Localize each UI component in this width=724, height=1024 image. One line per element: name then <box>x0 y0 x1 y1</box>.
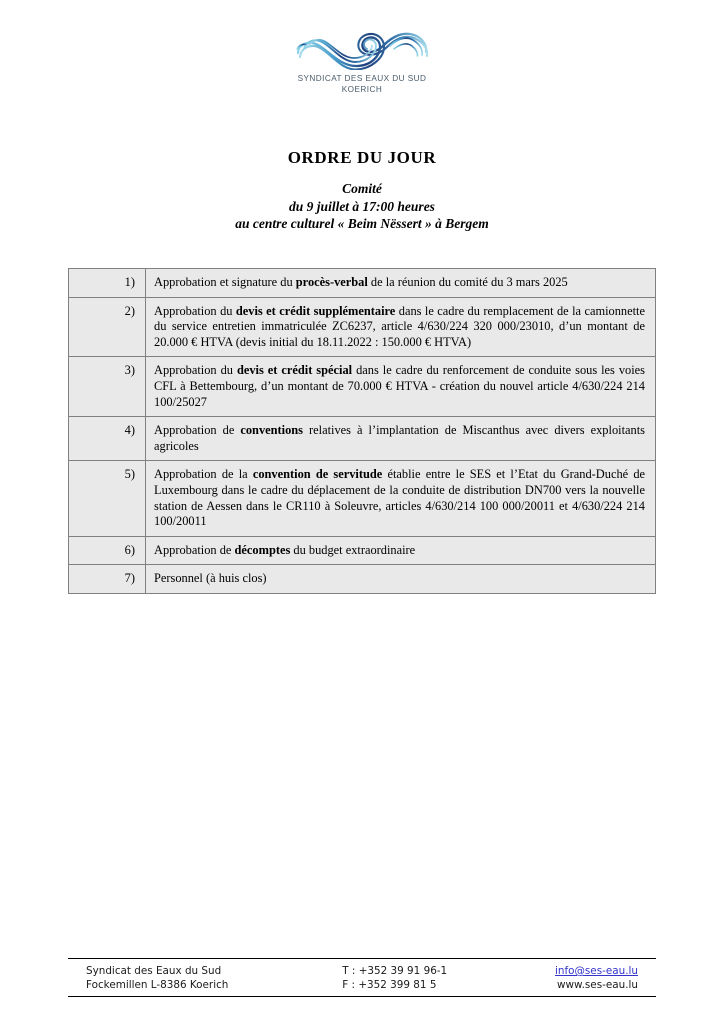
agenda-item-fragment: du budget extraordinaire <box>290 542 416 557</box>
agenda-item-text <box>146 565 656 594</box>
agenda-item-number: 7) <box>69 565 146 594</box>
document-subtitle <box>0 180 724 233</box>
agenda-item-number: 2) <box>69 297 146 357</box>
agenda-row <box>69 417 656 461</box>
logo-caption-line1: SYNDICAT DES EAUX DU SUD <box>297 74 427 83</box>
agenda-item-text <box>146 461 656 536</box>
agenda-item-fragment: Approbation et signature du <box>154 275 296 289</box>
agenda-table <box>68 268 656 594</box>
agenda-item-fragment: dans le cadre du renforcement de conduite sous les voies CFL à Bettembourg, d’un montant de 70.000 € HTVA - création du nouvel article 4/630/224 214 100/25027 <box>154 363 646 409</box>
footer-email-link[interactable]: info@ses-eau.lu <box>555 965 638 977</box>
footer-website-link[interactable]: www.ses-eau.lu <box>557 979 638 991</box>
agenda-item-fragment: de la réunion du comité du 3 mars 2025 <box>367 275 568 289</box>
agenda-table-body <box>69 269 656 594</box>
agenda-row <box>69 565 656 594</box>
agenda-item-keyword: devis et crédit supplémentaire <box>235 303 396 318</box>
agenda-row <box>69 297 656 357</box>
agenda-item-number: 5) <box>69 461 146 536</box>
agenda-item-fragment: Personnel (à huis clos) <box>154 571 267 586</box>
footer-phone: T : +352 39 91 96-1 <box>342 965 448 977</box>
agenda-item-number: 6) <box>69 536 146 565</box>
agenda-item-fragment: Approbation de <box>154 542 235 557</box>
logo-caption-line2: KOERICH <box>341 85 383 94</box>
footer-address-column <box>86 964 228 992</box>
subtitle-line-committee: Comité <box>342 181 382 196</box>
agenda-item-number: 4) <box>69 417 146 461</box>
agenda-item-keyword: décomptes <box>234 542 291 557</box>
agenda-item-number: 3) <box>69 357 146 417</box>
agenda-row <box>69 269 656 298</box>
subtitle-line-location: au centre culturel « Beim Nëssert » à Bergem <box>235 216 489 231</box>
footer-org-address: Fockemillen L-8386 Koerich <box>86 979 229 991</box>
page-footer <box>68 958 656 997</box>
agenda-item-fragment: établie entre le SES et l’Etat du Grand-Duché de Luxembourg dans le cadre du déplacement de la conduite de distribution DN700 vers la nouvelle station de Aessen dans le CR110 à Soleuvre, articles 4/630/214 100 000/20011 et 4/630/224 214 100/20011 <box>154 467 646 529</box>
footer-org-name: Syndicat des Eaux du Sud <box>86 965 222 977</box>
footer-bottom-rule <box>68 996 656 997</box>
agenda-item-fragment: Approbation de <box>154 423 241 438</box>
agenda-item-number: 1) <box>69 269 146 298</box>
water-wave-logo-icon <box>292 24 432 70</box>
agenda-item-fragment: Approbation du <box>154 363 237 378</box>
footer-content <box>68 959 656 996</box>
agenda-item-keyword: conventions <box>240 423 304 438</box>
agenda-item-text <box>146 357 656 417</box>
footer-fax: F : +352 399 81 5 <box>342 979 437 991</box>
subtitle-line-datetime: du 9 juillet à 17:00 heures <box>289 198 435 214</box>
agenda-item-keyword: convention de servitude <box>252 467 383 482</box>
agenda-item-fragment: Approbation du <box>154 303 236 318</box>
agenda-item-fragment: Approbation de la <box>154 467 253 482</box>
agenda-item-text <box>146 417 656 461</box>
footer-web-column <box>555 964 638 992</box>
agenda-item-text <box>146 269 656 298</box>
agenda-row <box>69 357 656 417</box>
page-title: ORDRE DU JOUR <box>287 148 437 167</box>
organization-logo <box>0 24 724 95</box>
agenda-item-fragment: relatives à l’implantation de Miscanthus avec divers exploitants agricoles <box>154 423 645 453</box>
agenda-item-fragment: dans le cadre du remplacement de la camionnette du service entretien immatriculée ZC6237, article 4/630/224 320 000/23010, d’un montant de 20.000 € HTVA (devis initial du 18.11.2022 : 150.000 € HTVA) <box>154 303 645 349</box>
agenda-item-keyword: devis et crédit spécial <box>236 363 353 378</box>
agenda-item-text <box>146 297 656 357</box>
agenda-item-keyword: procès-verbal <box>295 275 368 289</box>
agenda-row <box>69 461 656 536</box>
agenda-item-text <box>146 536 656 565</box>
agenda-row <box>69 536 656 565</box>
footer-contact-column <box>336 964 447 992</box>
